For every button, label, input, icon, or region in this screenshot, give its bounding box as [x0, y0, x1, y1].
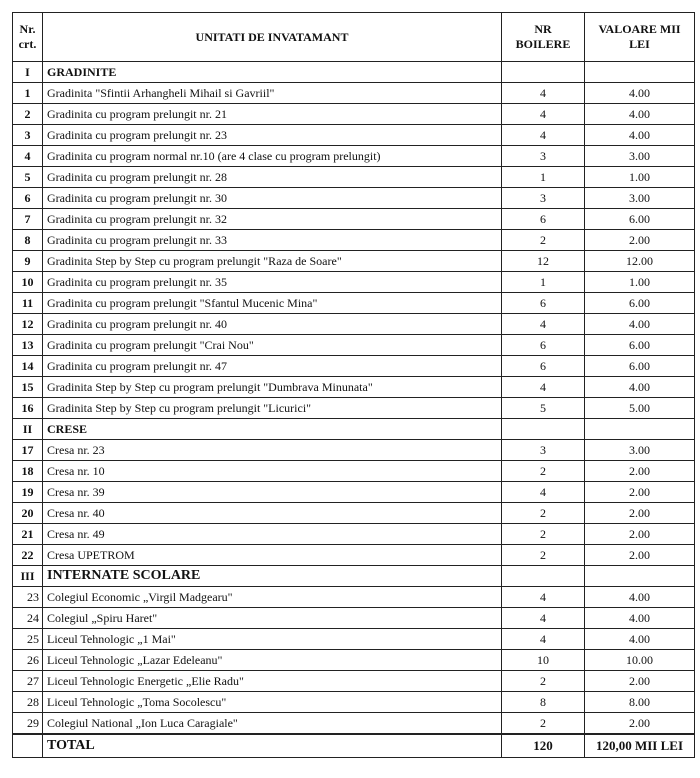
- table-row: [13, 692, 695, 713]
- row-value: 6.00: [585, 293, 695, 314]
- row-value: 2.00: [585, 461, 695, 482]
- header-row: [13, 13, 695, 62]
- row-boilers: 4: [502, 125, 585, 146]
- row-nr: 2: [13, 104, 43, 125]
- row-nr: 22: [13, 545, 43, 566]
- section-title: CRESE: [43, 419, 502, 440]
- row-value: 10.00: [585, 650, 695, 671]
- row-value: 4.00: [585, 83, 695, 104]
- row-unit-name: Colegiul Economic „Virgil Madgearu": [43, 587, 502, 608]
- section-title: INTERNATE SCOLARE: [43, 566, 502, 587]
- table-row: [13, 377, 695, 398]
- section-boilers-empty: [502, 566, 585, 587]
- section-row: [13, 419, 695, 440]
- row-nr: 17: [13, 440, 43, 461]
- row-nr: 13: [13, 335, 43, 356]
- row-unit-name: Gradinita cu program normal nr.10 (are 4 clase cu program prelungit): [43, 146, 502, 167]
- table-row: [13, 314, 695, 335]
- row-nr: 14: [13, 356, 43, 377]
- row-unit-name: Gradinita cu program prelungit nr. 40: [43, 314, 502, 335]
- row-nr: 11: [13, 293, 43, 314]
- row-boilers: 4: [502, 608, 585, 629]
- row-nr: 23: [13, 587, 43, 608]
- row-nr: 9: [13, 251, 43, 272]
- row-unit-name: Liceul Tehnologic „Lazar Edeleanu": [43, 650, 502, 671]
- row-nr: 10: [13, 272, 43, 293]
- table-row: [13, 503, 695, 524]
- row-value: 3.00: [585, 188, 695, 209]
- row-nr: 25: [13, 629, 43, 650]
- row-value: 2.00: [585, 230, 695, 251]
- table-row: [13, 356, 695, 377]
- row-boilers: 4: [502, 629, 585, 650]
- row-nr: 24: [13, 608, 43, 629]
- row-value: 1.00: [585, 272, 695, 293]
- row-boilers: 1: [502, 272, 585, 293]
- table-row: [13, 335, 695, 356]
- row-nr: 5: [13, 167, 43, 188]
- table-row: [13, 398, 695, 419]
- row-value: 4.00: [585, 629, 695, 650]
- row-boilers: 4: [502, 377, 585, 398]
- total-label: TOTAL: [43, 734, 502, 758]
- section-row: [13, 566, 695, 587]
- row-boilers: 2: [502, 461, 585, 482]
- row-boilers: 6: [502, 335, 585, 356]
- table-row: [13, 188, 695, 209]
- table-row: [13, 125, 695, 146]
- row-boilers: 2: [502, 524, 585, 545]
- row-nr: 27: [13, 671, 43, 692]
- section-value-empty: [585, 419, 695, 440]
- header-boilers: NR BOILERE: [502, 13, 585, 62]
- row-unit-name: Gradinita cu program prelungit "Sfantul Mucenic Mina": [43, 293, 502, 314]
- row-unit-name: Gradinita cu program prelungit nr. 28: [43, 167, 502, 188]
- table-row: [13, 629, 695, 650]
- section-title: GRADINITE: [43, 62, 502, 83]
- row-boilers: 8: [502, 692, 585, 713]
- row-value: 12.00: [585, 251, 695, 272]
- row-value: 2.00: [585, 713, 695, 735]
- row-boilers: 4: [502, 314, 585, 335]
- table-row: [13, 671, 695, 692]
- row-value: 6.00: [585, 335, 695, 356]
- row-nr: 19: [13, 482, 43, 503]
- row-nr: 26: [13, 650, 43, 671]
- row-boilers: 1: [502, 167, 585, 188]
- table-row: [13, 230, 695, 251]
- row-boilers: 12: [502, 251, 585, 272]
- row-boilers: 2: [502, 545, 585, 566]
- section-code: I: [13, 62, 43, 83]
- row-boilers: 2: [502, 671, 585, 692]
- row-value: 2.00: [585, 503, 695, 524]
- total-boilers: 120: [502, 734, 585, 758]
- row-boilers: 4: [502, 482, 585, 503]
- row-boilers: 4: [502, 587, 585, 608]
- section-code: III: [13, 566, 43, 587]
- table-row: [13, 293, 695, 314]
- row-unit-name: Gradinita cu program prelungit nr. 23: [43, 125, 502, 146]
- row-nr: 20: [13, 503, 43, 524]
- row-unit-name: Gradinita cu program prelungit nr. 32: [43, 209, 502, 230]
- row-unit-name: Gradinita cu program prelungit nr. 35: [43, 272, 502, 293]
- table-row: [13, 167, 695, 188]
- table-row: [13, 440, 695, 461]
- row-unit-name: Gradinita cu program prelungit "Crai Nou": [43, 335, 502, 356]
- row-nr: 7: [13, 209, 43, 230]
- row-value: 4.00: [585, 587, 695, 608]
- row-value: 3.00: [585, 440, 695, 461]
- row-nr: 29: [13, 713, 43, 735]
- row-boilers: 2: [502, 230, 585, 251]
- row-value: 4.00: [585, 314, 695, 335]
- row-unit-name: Cresa nr. 39: [43, 482, 502, 503]
- table-row: [13, 209, 695, 230]
- row-unit-name: Gradinita Step by Step cu program prelungit "Dumbrava Minunata": [43, 377, 502, 398]
- section-value-empty: [585, 62, 695, 83]
- row-nr: 6: [13, 188, 43, 209]
- row-boilers: 6: [502, 209, 585, 230]
- row-nr: 15: [13, 377, 43, 398]
- row-boilers: 4: [502, 83, 585, 104]
- row-boilers: 3: [502, 146, 585, 167]
- row-value: 2.00: [585, 482, 695, 503]
- section-code: II: [13, 419, 43, 440]
- row-nr: 8: [13, 230, 43, 251]
- section-value-empty: [585, 566, 695, 587]
- row-value: 4.00: [585, 125, 695, 146]
- row-unit-name: Cresa UPETROM: [43, 545, 502, 566]
- row-nr: 12: [13, 314, 43, 335]
- row-nr: 28: [13, 692, 43, 713]
- row-unit-name: Liceul Tehnologic „Toma Socolescu": [43, 692, 502, 713]
- total-row: [13, 734, 695, 758]
- row-boilers: 2: [502, 713, 585, 735]
- header-nr: Nr. crt.: [13, 13, 43, 62]
- row-boilers: 3: [502, 188, 585, 209]
- row-value: 4.00: [585, 608, 695, 629]
- table-row: [13, 251, 695, 272]
- row-value: 6.00: [585, 356, 695, 377]
- row-boilers: 5: [502, 398, 585, 419]
- row-value: 5.00: [585, 398, 695, 419]
- row-value: 4.00: [585, 104, 695, 125]
- total-nr-empty: [13, 734, 43, 758]
- boilers-table: [12, 12, 695, 758]
- section-row: [13, 62, 695, 83]
- row-value: 3.00: [585, 146, 695, 167]
- row-unit-name: Colegiul National „Ion Luca Caragiale": [43, 713, 502, 735]
- table-row: [13, 608, 695, 629]
- row-unit-name: Gradinita Step by Step cu program prelungit "Raza de Soare": [43, 251, 502, 272]
- table-row: [13, 461, 695, 482]
- table-row: [13, 146, 695, 167]
- table-row: [13, 650, 695, 671]
- row-nr: 16: [13, 398, 43, 419]
- section-boilers-empty: [502, 419, 585, 440]
- row-value: 8.00: [585, 692, 695, 713]
- row-nr: 1: [13, 83, 43, 104]
- table-row: [13, 272, 695, 293]
- row-unit-name: Cresa nr. 49: [43, 524, 502, 545]
- row-value: 1.00: [585, 167, 695, 188]
- table-row: [13, 545, 695, 566]
- row-unit-name: Gradinita Step by Step cu program prelungit "Licurici": [43, 398, 502, 419]
- row-unit-name: Cresa nr. 40: [43, 503, 502, 524]
- row-unit-name: Gradinita cu program prelungit nr. 33: [43, 230, 502, 251]
- row-unit-name: Gradinita cu program prelungit nr. 47: [43, 356, 502, 377]
- row-unit-name: Cresa nr. 23: [43, 440, 502, 461]
- total-value: 120,00 MII LEI: [585, 734, 695, 758]
- row-unit-name: Gradinita "Sfintii Arhangheli Mihail si Gavriil": [43, 83, 502, 104]
- table-row: [13, 713, 695, 735]
- row-nr: 21: [13, 524, 43, 545]
- table-row: [13, 587, 695, 608]
- section-boilers-empty: [502, 62, 585, 83]
- row-unit-name: Gradinita cu program prelungit nr. 30: [43, 188, 502, 209]
- row-boilers: 6: [502, 356, 585, 377]
- row-unit-name: Liceul Tehnologic „1 Mai": [43, 629, 502, 650]
- row-value: 6.00: [585, 209, 695, 230]
- row-boilers: 10: [502, 650, 585, 671]
- row-value: 2.00: [585, 545, 695, 566]
- row-value: 2.00: [585, 524, 695, 545]
- table-body: [13, 62, 695, 758]
- row-nr: 4: [13, 146, 43, 167]
- table-row: [13, 482, 695, 503]
- row-boilers: 4: [502, 104, 585, 125]
- row-boilers: 3: [502, 440, 585, 461]
- row-nr: 3: [13, 125, 43, 146]
- row-value: 4.00: [585, 377, 695, 398]
- header-value: VALOARE MII LEI: [585, 13, 695, 62]
- row-unit-name: Gradinita cu program prelungit nr. 21: [43, 104, 502, 125]
- row-nr: 18: [13, 461, 43, 482]
- row-boilers: 2: [502, 503, 585, 524]
- row-boilers: 6: [502, 293, 585, 314]
- row-unit-name: Liceul Tehnologic Energetic „Elie Radu": [43, 671, 502, 692]
- table-row: [13, 524, 695, 545]
- row-value: 2.00: [585, 671, 695, 692]
- table-row: [13, 83, 695, 104]
- table-row: [13, 104, 695, 125]
- row-unit-name: Colegiul „Spiru Haret": [43, 608, 502, 629]
- row-unit-name: Cresa nr. 10: [43, 461, 502, 482]
- header-unit: UNITATI DE INVATAMANT: [43, 13, 502, 62]
